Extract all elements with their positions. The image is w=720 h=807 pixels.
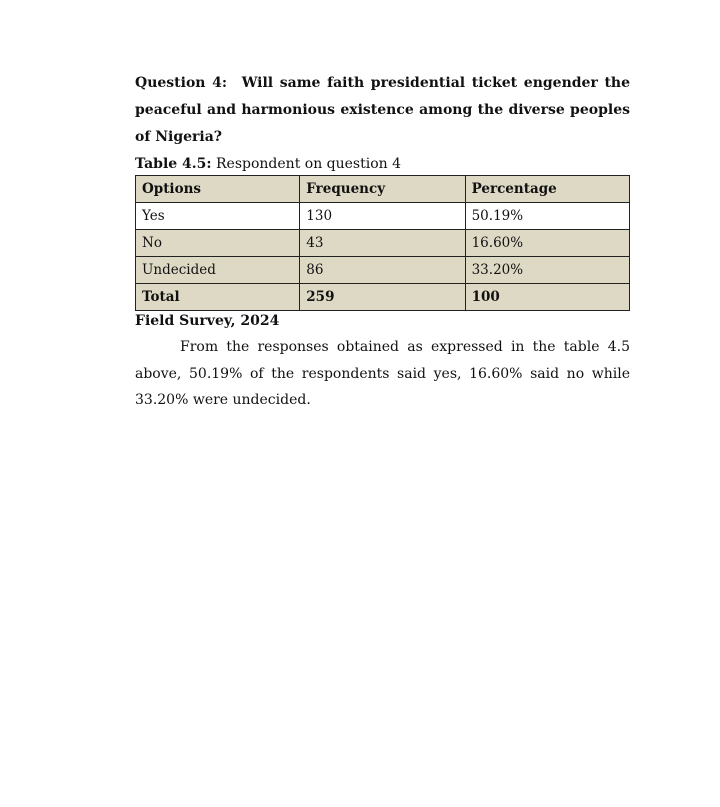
cell-frequency: 130 — [300, 203, 465, 230]
body-paragraph: From the responses obtained as expressed in the table 4.5 above, 50.19% of the respondents said yes, 16.60% said no while 33.20% were undecided. — [135, 339, 630, 408]
table-header-row — [136, 176, 630, 203]
header-frequency: Frequency — [300, 176, 465, 203]
cell-frequency: 43 — [300, 230, 465, 257]
question-heading — [135, 70, 630, 151]
respondent-table — [135, 175, 630, 311]
cell-total-label: Total — [136, 284, 300, 311]
cell-frequency: 86 — [300, 257, 465, 284]
cell-percentage: 16.60% — [465, 230, 629, 257]
table-row — [136, 257, 630, 284]
cell-percentage: 50.19% — [465, 203, 629, 230]
table-row — [136, 230, 630, 257]
table-source: Field Survey, 2024 — [135, 313, 280, 329]
table-caption-text: Respondent on question 4 — [216, 156, 402, 172]
header-percentage: Percentage — [465, 176, 629, 203]
cell-option: Yes — [136, 203, 300, 230]
question-label: Question 4: — [135, 75, 228, 91]
header-options: Options — [136, 176, 300, 203]
question-text: Will same faith presidential ticket engender the peaceful and harmonious existence among the diverse peoples of Nigeria? — [135, 75, 631, 145]
table-caption — [135, 154, 630, 174]
table-total-row — [136, 284, 630, 311]
table-caption-label: Table 4.5: — [135, 156, 212, 172]
table-row — [136, 203, 630, 230]
cell-total-frequency: 259 — [300, 284, 465, 311]
cell-total-percentage: 100 — [465, 284, 629, 311]
cell-percentage: 33.20% — [465, 257, 629, 284]
cell-option: No — [136, 230, 300, 257]
document-page — [135, 70, 630, 414]
cell-option: Undecided — [136, 257, 300, 284]
